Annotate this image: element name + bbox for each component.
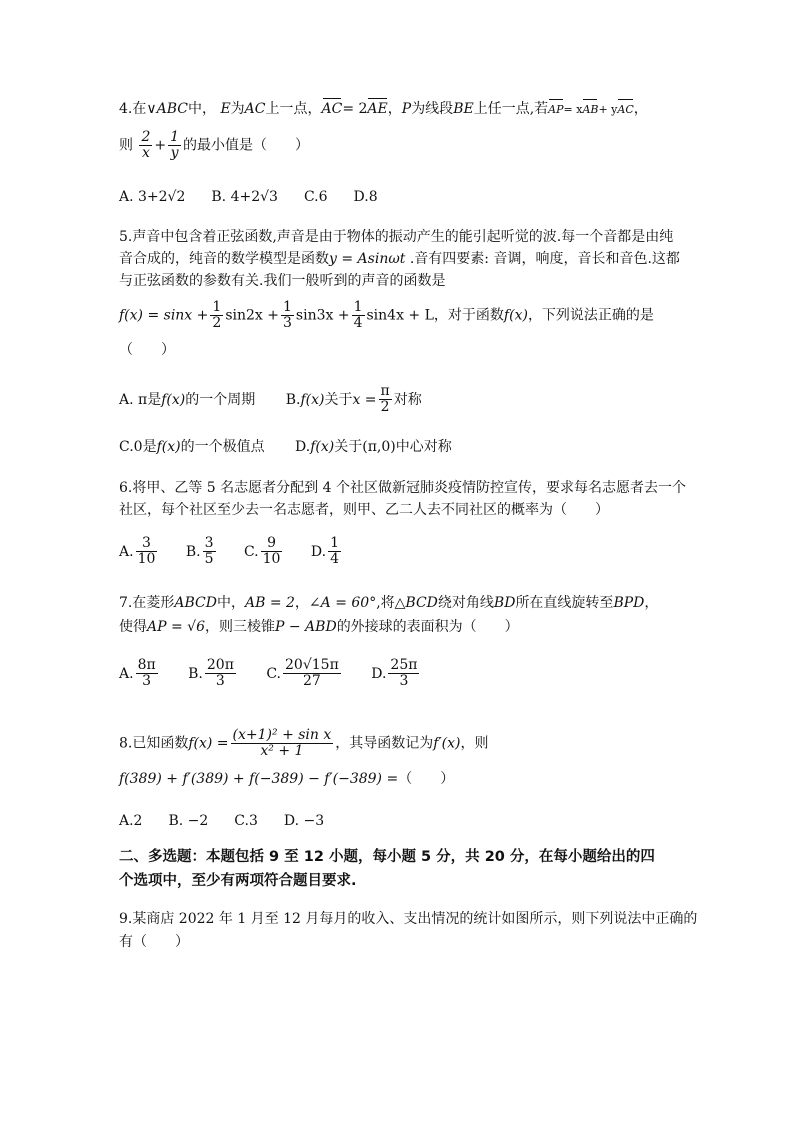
q6-option-d[interactable]: D. $\frac{1}{4}$	[310, 535, 340, 567]
q4-option-c[interactable]: C.6	[303, 189, 328, 205]
q5-option-d[interactable]: D.f(x)关于(π,0)中心对称	[295, 439, 452, 455]
q6-stem-line2: 社区，每个社区至少去一名志愿者，则甲、乙二人去不同社区的概率为（ ）	[119, 502, 609, 518]
q7-stem-line2: 使得AP = √6，则三棱锥P − ABD的外接球的表面积为（ ）	[119, 619, 519, 635]
q7-option-a[interactable]: A. $\frac{8\pi}{3}$	[119, 657, 156, 689]
q5-stem-line5: （ ）	[119, 342, 175, 358]
q6-option-b[interactable]: B. $\frac{3}{5}$	[185, 535, 214, 567]
fraction-f-definition: $\frac{\text{(x+1)² + sin x}}{\text{x² + 1}}$	[232, 727, 332, 759]
q9-stem-line1: 9.某商店 2022 年 1 月至 12 月每月的收入、支出情况的统计如图所示，则下列说法中正确的	[119, 911, 698, 927]
q7-option-d[interactable]: D. $\frac{25\pi}{3}$	[371, 657, 418, 689]
fraction-2-over-x: $\frac{2}{x}$	[141, 129, 151, 161]
q4-option-a[interactable]: A. 3+2√2	[119, 189, 186, 205]
fraction-pi-2: $\frac{\pi}{2}$	[380, 383, 390, 415]
fraction-8pi-3: $\frac{8\pi}{3}$	[137, 657, 156, 689]
q4-options	[119, 188, 404, 206]
fraction-1-over-y: $\frac{1}{y}$	[170, 129, 180, 161]
q8-stem-line1: 8.已知函数f(x) = $\frac{\text{(x+1)² + sin x}}{\text{x² + 1}}$ ，其导函数记为f′(x)，则	[119, 727, 489, 759]
section-heading-line1: 二、多选题：本题包括 9 至 12 小题，每小题 5 分，共 20 分，在每小题给出的四	[119, 849, 655, 865]
q7-options	[119, 658, 421, 689]
fraction-1-2: $\frac{1}{2}$	[212, 299, 222, 331]
fraction-1-3: $\frac{1}{3}$	[282, 299, 292, 331]
fraction-3-10: $\frac{3}{10}$	[137, 535, 156, 567]
q8-option-a[interactable]: A.2	[119, 813, 143, 829]
q9-stem-line2: 有（ ）	[119, 934, 189, 950]
q8-option-d[interactable]: D. −3	[283, 813, 325, 829]
q5-options-ab	[119, 384, 422, 415]
q7-option-c[interactable]: C. $\frac{20√15\pi}{27}$	[266, 657, 339, 689]
q5-option-c[interactable]: C.0是f(x)的一个极值点	[119, 439, 265, 455]
q7-stem-line1: 7.在菱形ABCD中，AB = 2，∠A = 60°,将△BCD绕对角线BD所在直线旋转至BPD，	[119, 595, 659, 611]
q8-options	[119, 812, 350, 830]
q5-stem-line1: 5.声音中包含着正弦函数,声音是由于物体的振动产生的能引起听觉的波.每一个音都是由纯	[119, 229, 674, 245]
q5-stem-line4: f(x) = sinx + $\frac{1}{2}$ sin2x + $\frac{1}{3}$ sin3x + $\frac{1}{4}$ sin4x + L，对于函数f(x)，下列说法正确的是	[119, 299, 654, 331]
q5-option-b[interactable]: B.f(x)关于x = $\frac{\pi}{2}$ 对称	[285, 383, 422, 415]
q4-option-b[interactable]: B. 4+2√3	[211, 189, 278, 205]
fraction-20sqrt15pi-27: $\frac{20√15\pi}{27}$	[285, 657, 339, 689]
q6-stem-line1: 6.将甲、乙等 5 名志愿者分配到 4 个社区做新冠肺炎疫情防控宣传，要求每名志愿者去一个	[119, 480, 686, 496]
q8-option-b[interactable]: B. −2	[168, 813, 209, 829]
vector-ap: AP	[548, 101, 563, 119]
q5-stem-line2: 音合成的，纯音的数学模型是函数y = Asinωt .音有四要素: 音调，响度，音长和音色.这都	[119, 251, 680, 267]
q5-options-cd	[119, 438, 452, 456]
q7-option-b[interactable]: B. $\frac{20\pi}{3}$	[188, 657, 234, 689]
fraction-25pi-3: $\frac{25\pi}{3}$	[390, 657, 418, 689]
section-heading-line2: 个选项中，至少有两项符合题目要求.	[119, 873, 357, 889]
fraction-9-10: $\frac{9}{10}$	[262, 535, 281, 567]
fraction-1-4: $\frac{1}{4}$	[353, 299, 363, 331]
q6-option-a[interactable]: A. $\frac{3}{10}$	[119, 535, 156, 567]
fraction-20pi-3: $\frac{20\pi}{3}$	[206, 657, 234, 689]
fraction-1-4-b: $\frac{1}{4}$	[330, 535, 340, 567]
vector-ac: AC	[321, 101, 343, 117]
q4-option-d[interactable]: D.8	[353, 189, 378, 205]
q5-option-a[interactable]: A. π是f(x)的一个周期	[119, 391, 256, 408]
q8-option-c[interactable]: C.3	[234, 813, 258, 829]
q6-option-c[interactable]: C. $\frac{9}{10}$	[243, 535, 281, 567]
q6-options	[119, 536, 343, 567]
fraction-3-5: $\frac{3}{5}$	[204, 535, 214, 567]
q5-stem-line3: 与正弦函数的参数有关.我们一般听到的声音的函数是	[119, 273, 446, 289]
vector-ac-2: AC	[617, 101, 633, 119]
q4-stem-line1: 4.在∨ABC中， E为AC上一点，AC= 2AE，P为线段BE上任一点,若AP= xAB+ yAC，	[119, 101, 648, 117]
vector-ae: AE	[367, 101, 388, 117]
q4-stem-line2: 则 $\frac{2}{x}$ + $\frac{1}{y}$ 的最小值是（ ）	[119, 129, 310, 161]
q8-stem-line2: f(389) + f′(389) + f(−389) − f′(−389) =（ ）	[119, 771, 455, 787]
vector-ab: AB	[582, 101, 598, 119]
